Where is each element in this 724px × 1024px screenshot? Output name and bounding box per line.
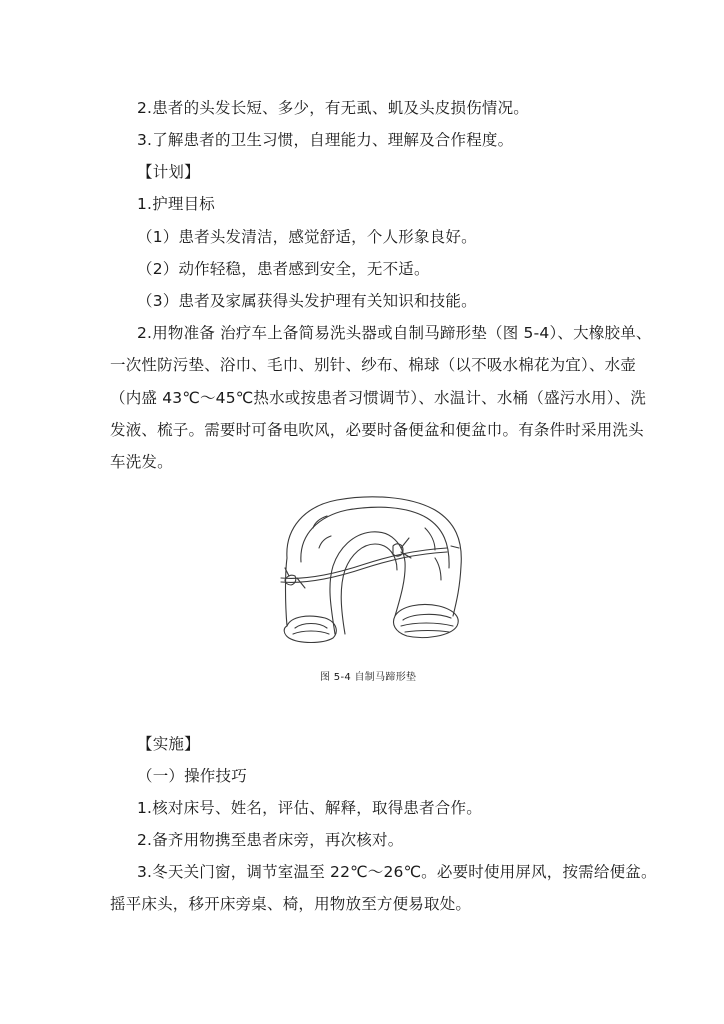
paragraph-supplies-line-1: 2.用物准备 治疗车上备简易洗头器或自制马蹄形垫（图 5-4）、大橡胶单、 xyxy=(137,324,652,342)
goal-item-3: （3）患者及家属获得头发护理有关知识和技能。 xyxy=(137,292,477,310)
step-2: 2.备齐用物携至患者床旁，再次核对。 xyxy=(137,831,404,849)
paragraph-hair-condition: 2.患者的头发长短、多少，有无虱、虮及头皮损伤情况。 xyxy=(137,99,529,117)
step-1: 1.核对床号、姓名，评估、解释，取得患者合作。 xyxy=(137,799,482,817)
goal-item-2: （2）动作轻稳，患者感到安全，无不适。 xyxy=(137,260,430,278)
step-3-line-1: 3.冬天关门窗，调节室温至 22℃～26℃。必要时使用屏风，按需给便盆。 xyxy=(137,863,657,881)
subheading-operation-skills: （一）操作技巧 xyxy=(137,767,247,785)
section-heading-implementation: 【实施】 xyxy=(137,735,200,753)
paragraph-supplies-line-4: 发液、梳子。需要时可备电吹风，必要时备便盆和便盆巾。有条件时采用洗头 xyxy=(110,421,644,439)
paragraph-supplies-line-2: 一次性防污垫、浴巾、毛巾、别针、纱布、棉球（以不吸水棉花为宜）、水壶 xyxy=(110,356,637,374)
section-heading-plan: 【计划】 xyxy=(137,163,200,181)
paragraph-supplies-line-5: 车洗发。 xyxy=(110,453,173,471)
goal-item-1: （1）患者头发清洁，感觉舒适，个人形象良好。 xyxy=(137,228,477,246)
paragraph-supplies-line-3: （内盛 43℃～45℃热水或按患者习惯调节）、水温计、水桶（盛污水用）、洗 xyxy=(110,389,647,407)
paragraph-hygiene-habits: 3.了解患者的卫生习惯，自理能力、理解及合作程度。 xyxy=(137,131,514,149)
step-3-line-2: 摇平床头，移开床旁桌、椅，用物放至方便易取处。 xyxy=(110,895,472,913)
horseshoe-pad-illustration xyxy=(275,488,471,646)
subheading-nursing-goals: 1.护理目标 xyxy=(137,195,215,213)
figure-caption: 图 5-4 自制马蹄形垫 xyxy=(320,672,417,683)
